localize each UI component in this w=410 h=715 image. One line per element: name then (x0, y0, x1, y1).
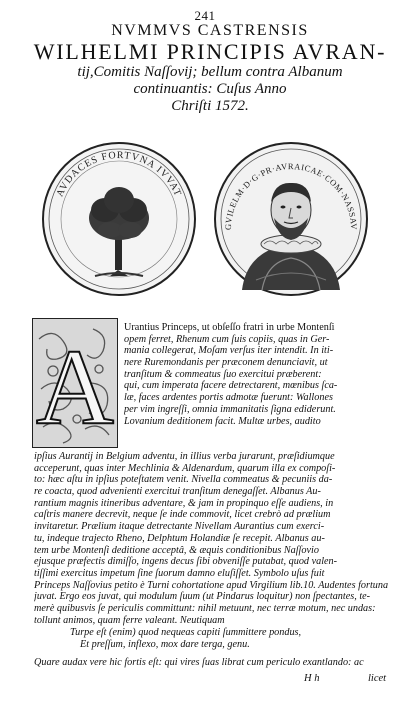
signature-mark: H h (304, 673, 320, 684)
text-line: ejusque præfectis dimiſſo, ingens decus ſibi obveniſſe putabat, quod valen- (34, 556, 338, 568)
text-line: merè quibusvis ſe periculis committunt: nihil metuunt, nec terræ motum, nec undas: (34, 602, 376, 614)
page-heading (30, 22, 390, 115)
initial-letter: A (36, 328, 114, 447)
medal-left-inscription: AVDACES FORTVNA IVVAT (54, 149, 184, 199)
medal-portrait-image (212, 140, 370, 298)
closing-line: Quare audax vere hic fortis eſt: qui vires ſuas librat cum periculo exantlando: ac (34, 657, 364, 668)
heading-line-2: WILHELMI PRINCIPIS AVRAN- (33, 39, 387, 64)
verse-line-2: Et preſſum, inflexo, mox dare terga, genu. (80, 639, 250, 650)
text-line: invitaretur. Prælium itaque detrectante Nivellam Aurantius cum exerci- (34, 521, 325, 533)
text-line: caſtris manere decrevit, neque ſe inde commovit, licet crebrò ad prælium (34, 509, 331, 521)
text-line: Princeps Naſſovius petito è Turni cohortatione apud Virgilium lib.10. Audentes fortuna (34, 579, 389, 591)
text-line: juvat. Ergo eos juvat, qui modulum ſuum (ut Pindarus loquitur) non ſpectantes, te- (34, 591, 371, 603)
text-line: læ, faces ardentes portis admotæ fuerunt: Wallones (124, 392, 333, 404)
text-line: rantium magnis itineribus adventare, & jam in propinquo eſſe audiens, in (34, 497, 334, 509)
medal-tree-image (40, 140, 198, 298)
text-line: tu, indeque trajecto Rheno, Delphtum Holandiæ ſe recepit. Albanus au- (34, 532, 325, 544)
text-line: opem ferret, Rhenum cum ſuis copiis, quas in Ger- (124, 333, 330, 345)
text-line: tollunt animos, quam ferre valeant. Neutiquam (34, 614, 225, 626)
text-line: per vim ingreſſi, omnia immanitatis ſigna ediderunt. (124, 403, 336, 415)
verse-line-1: Turpe eſt (enim) quod nequeas capiti ſummittere pondus, (70, 627, 302, 638)
medal-right-inscription: GVILELM·D·G·PR·AVRAICAE·COM·NASSAV (222, 161, 360, 231)
text-line: ipſius Aurantij in Belgium adventu, in illius verba jurarunt, præſidiumque (34, 451, 335, 462)
text-line: acceperunt, quas inter Mechlinia & Aldenardum, quarum illa ex compoſi- (34, 462, 336, 474)
text-line: re coacta, quod advenienti exercitui tranſitum denegaſſet. Albanus Au- (34, 486, 321, 498)
decorated-initial (32, 318, 118, 448)
text-line: to: hæc aſtu in ipſius poteſtatem venit. Nivella commeatus & pecuniis da- (34, 474, 333, 486)
page-number: 241 (194, 8, 216, 23)
heading-line-4: continuantis: Cuſus Anno (133, 81, 287, 97)
text-line: nere Ruremondanis per præconem denunciavit, ut (124, 357, 328, 369)
body-text-full-width (34, 451, 402, 626)
catchword: licet (368, 673, 387, 684)
heading-line-5: Chriſti 1572. (171, 98, 249, 114)
text-line: tranſitum & commeatus ſuo exercitui præberent: (124, 368, 322, 380)
heading-line-3: tij,Comitis Naſſovij; bellum contra Albanum (77, 64, 343, 80)
text-line: mania collegerat, Moſam verſus iter intendit. In iti- (124, 345, 334, 357)
heading-line-1: NVMMVS CASTRENSIS (111, 22, 309, 39)
text-line: tem urbe Montenſi deditione acceptâ, & æquis conditionibus Naſſovio (34, 544, 319, 556)
body-text-beside-initial (124, 322, 400, 427)
text-line: Lovanium deditionem facit. Multæ urbes, audito (124, 415, 321, 427)
text-line: qui, cum imperata facere detrectarent, mœnibus ſca- (124, 380, 338, 392)
text-line: tiſſimi exercitus impetum ſine ſuorum damno eluſiſſet. Symbolo uſus fuit (34, 567, 325, 579)
text-line: Urantius Princeps, ut obſeſſo fratri in urbe Montenſi (124, 322, 335, 333)
